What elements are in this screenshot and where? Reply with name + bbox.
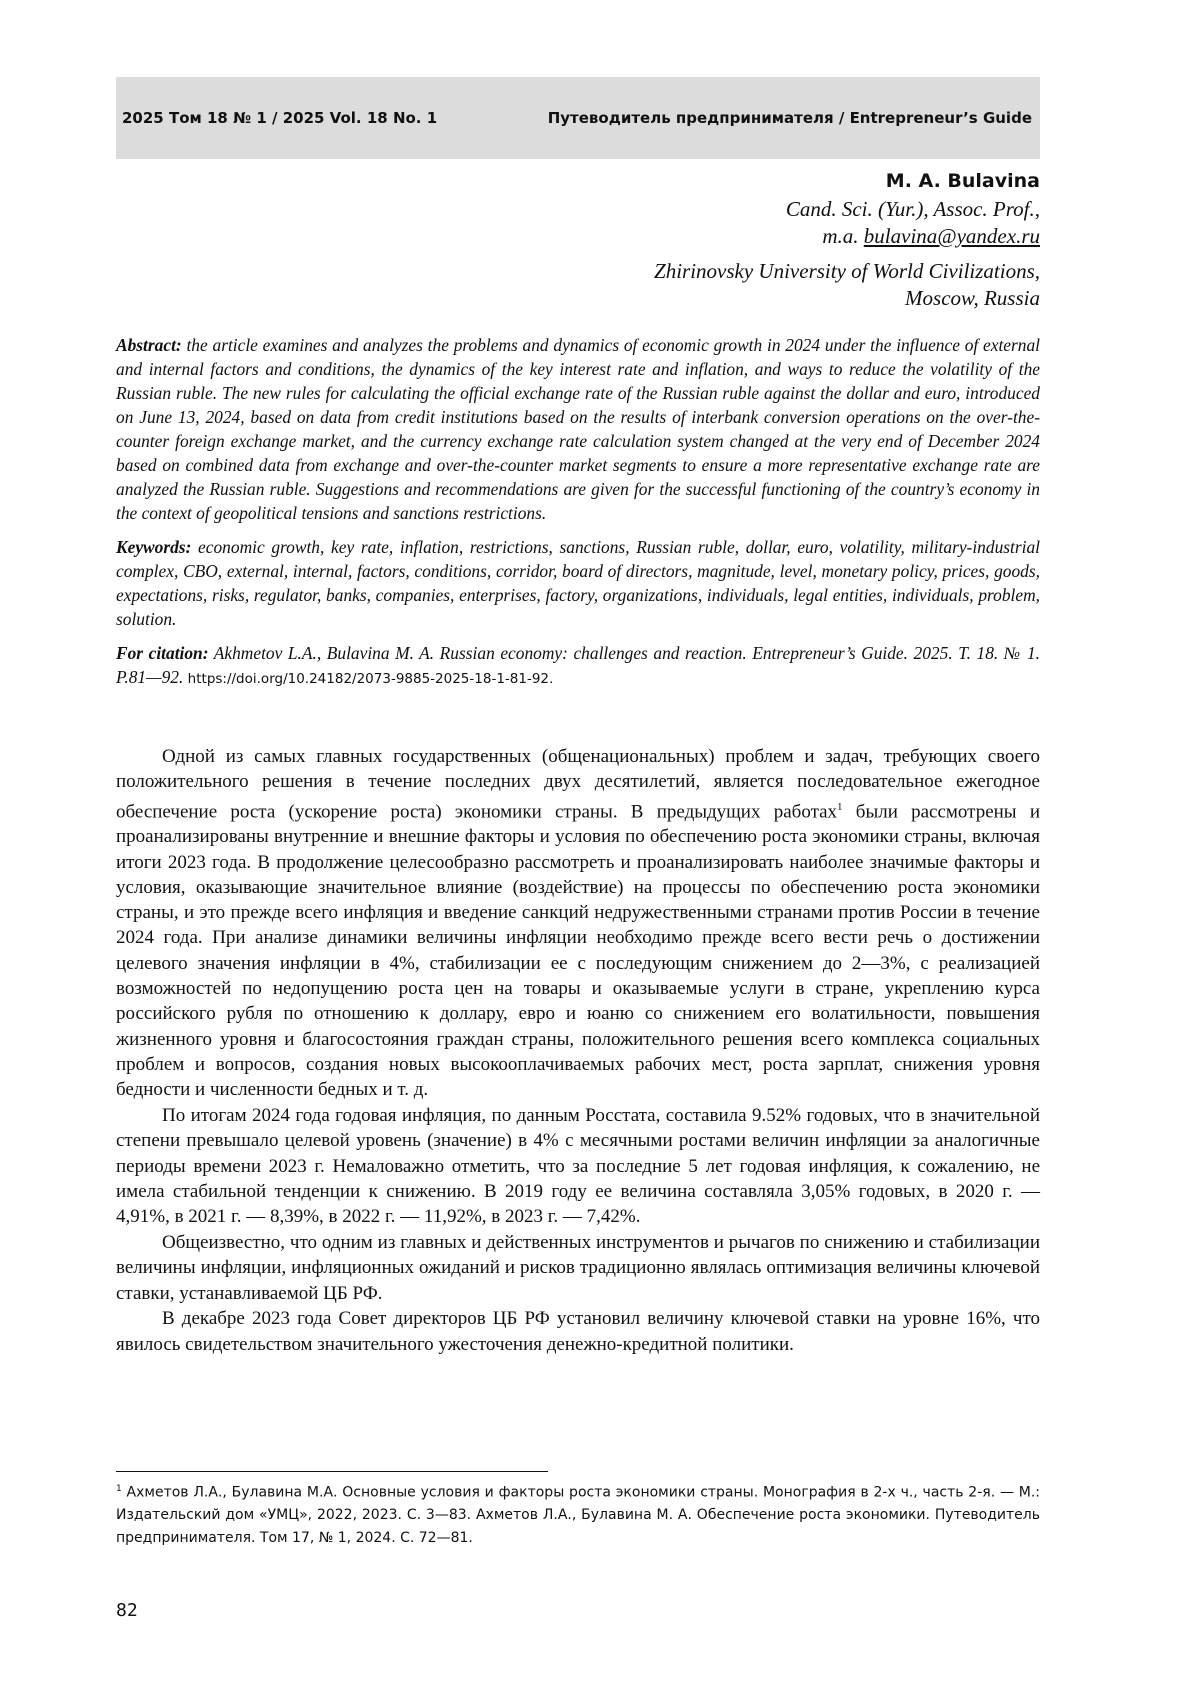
citation-label: For citation: (116, 643, 209, 663)
author-name: M. A. Bulavina (340, 170, 1040, 192)
body-paragraph-3: Общеизвестно, что одним из главных и действенных инструментов и рычагов по снижению и стабилизации величины инфляции, инфляционных ожиданий и рисков традиционно являлась оптимизация величины ключевой ставки, устанавливаемой ЦБ РФ. (116, 1230, 1040, 1306)
body-paragraph-1 (116, 744, 1040, 1102)
citation-text: Akhmetov L.A., Bulavina M. A. Russian economy: challenges and reaction. Entrepreneur’s Guide. 2025. T. 18. № 1. P.81—92. (116, 643, 1040, 687)
running-header (116, 77, 1040, 159)
footnote-divider (116, 1471, 548, 1472)
footnote-ref[interactable]: 1 (837, 801, 843, 813)
doi-link[interactable]: https://doi.org/10.24182/2073-9885-2025-18-1-81-92. (188, 671, 554, 687)
article-body (116, 744, 1040, 1357)
footnote (116, 1478, 1040, 1549)
author-block (340, 170, 1040, 312)
abstract-paragraph (116, 333, 1040, 525)
author-email-prefix: m.a. (822, 224, 863, 248)
footnote-number: 1 (116, 1484, 122, 1494)
body-p1-part-b: были рассмотрены и проанализированы внутренние и внешние факторы и условия по обеспечению роста экономики страны, включая итоги 2023 года. В продолжение целесообразно рассмотреть и проанализировать наиболее значимые факторы и условия, оказывающие значительное влияние (воздействие) на процессы по обеспечению роста экономики страны, и это прежде всего инфляция и введение санкций недружественными странами против России в течение 2024 года. При анализе динамики величины инфляции необходимо прежде всего вести речь о достижении целевого значения инфляции в 4%, стабилизации ее с последующим снижением до 2—3%, с реализацией возможностей по недопущению роста цен на товары и оказываемые услуги в стране, укреплению курса российского рубля по отношению к доллару, евро и юаню со снижением его волатильности, повышения жизненного уровня и благосостояния граждан страны, положительного решения всего комплекса социальных проблем и вопросов, создания новых высокооплачиваемых рабочих мест, роста зарплат, снижения уровня бедности и численности бедных и т. д. (116, 801, 1040, 1100)
keywords-paragraph (116, 535, 1040, 631)
journal-title-label: Путеводитель предпринимателя / Entrepreneur’s Guide (548, 109, 1032, 127)
body-paragraph-2: По итогам 2024 года годовая инфляция, по данным Росстата, составила 9.52% годовых, что в значительной степени превышало целевой уровень (значение) в 4% с месячными ростами величин инфляции за аналогичные периоды времени 2023 г. Немаловажно отметить, что за последние 5 лет годовая инфляция, к сожалению, не имела стабильной тенденции к снижению. В 2019 году ее величина составляла 3,05% годовых, в 2020 г. — 4,91%, в 2021 г. — 8,39%, в 2022 г. — 11,92%, в 2023 г. — 7,42%. (116, 1103, 1040, 1229)
abstract-label: Abstract: (116, 335, 182, 355)
abstract-text: the article examines and analyzes the problems and dynamics of economic growth in 2024 under the influence of external and internal factors and conditions, the dynamics of the key interest rate and inflation, and ways to reduce the volatility of the Russian ruble. The new rules for calculating the official exchange rate of the Russian ruble against the dollar and euro, introduced on June 13, 2024, based on data from credit institutions based on the results of interbank conversion operations on the over-the-counter foreign exchange market, and the currency exchange rate calculation system changed at the very end of December 2024 based on combined data from exchange and over-the-counter market segments to ensure a more representative exchange rate are analyzed the Russian ruble. Suggestions and recommendations are given for the successful functioning of the country’s economy in the context of geopolitical tensions and sanctions restrictions. (116, 335, 1040, 523)
author-affiliation: Zhirinovsky University of World Civilizations, (340, 258, 1040, 285)
keywords-label: Keywords: (116, 537, 191, 557)
body-paragraph-4: В декабре 2023 года Совет директоров ЦБ РФ установил величину ключевой ставки на уровне 16%, что явилось свидетельством значительного ужесточения денежно-кредитной политики. (116, 1306, 1040, 1357)
footnote-text: Ахметов Л.А., Булавина М.А. Основные условия и факторы роста экономики страны. Монография в 2-х ч., часть 2-я. — М.: Издательский дом «УМЦ», 2022, 2023. С. 3—83. Ахметов Л.А., Булавина М. А. Обеспечение роста экономики. Путеводитель предпринимателя. Том 17, № 1, 2024. С. 72—81. (116, 1485, 1040, 1546)
page-number: 82 (116, 1600, 138, 1621)
keywords-text: economic growth, key rate, inflation, restrictions, sanctions, Russian ruble, dollar, euro, volatility, military-industrial complex, CBO, external, internal, factors, conditions, corridor, board of directors, magnitude, level, monetary policy, prices, goods, expectations, risks, regulator, banks, companies, enterprises, factory, organizations, individuals, legal entities, individuals, problem, solution. (116, 537, 1040, 629)
author-email-line (340, 223, 1040, 250)
citation-paragraph (116, 641, 1040, 691)
body-p1-part-a: Одной из самых главных государственных (общенациональных) проблем и задач, требующих своего положительного решения в течение последних двух десятилетий, является последовательное ежегодное обеспечение роста (ускорение роста) экономики страны. В предыдущих работах (116, 746, 1040, 822)
author-location: Moscow, Russia (340, 285, 1040, 312)
abstract-section (116, 333, 1040, 701)
journal-issue-label: 2025 Том 18 № 1 / 2025 Vol. 18 No. 1 (122, 109, 437, 127)
author-degree: Cand. Sci. (Yur.), Assoc. Prof., (340, 196, 1040, 223)
author-email-link[interactable]: bulavina@yandex.ru (864, 224, 1040, 248)
